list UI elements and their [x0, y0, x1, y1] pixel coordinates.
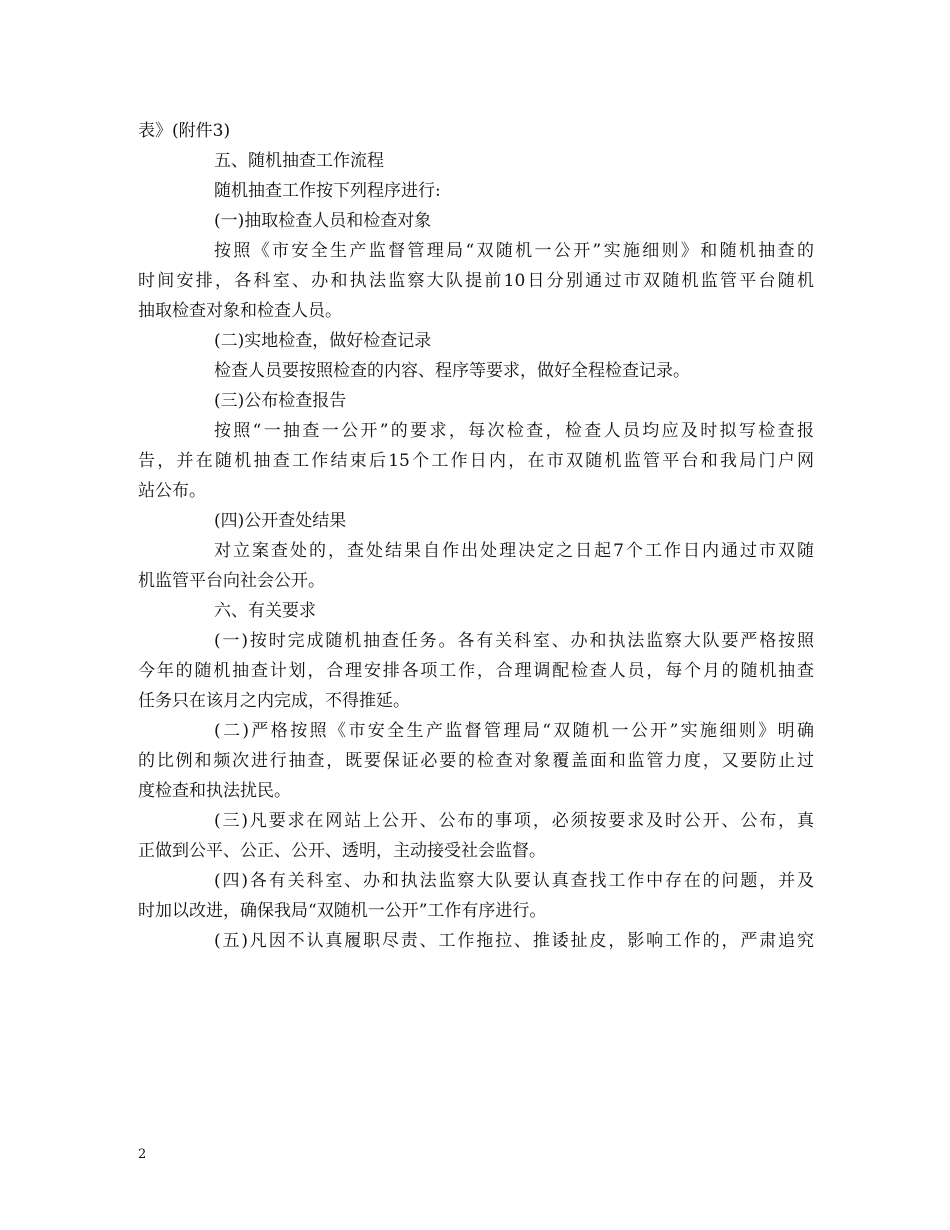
- subsection-heading: (二)实地检查，做好检查记录: [214, 331, 432, 351]
- text-line: (五)凡因不认真履职尽责、工作拖拉、推诿扯皮，影响工作的，严肃追究: [214, 931, 814, 951]
- text-line: 随机抽查工作按下列程序进行:: [214, 181, 441, 201]
- text-line: 度检查和执法扰民。: [138, 781, 291, 801]
- text-line: 时加以改进，确保我局“双随机一公开”工作有序进行。: [138, 901, 547, 921]
- text-line: (四)各有关科室、办和执法监察大队要认真查找工作中存在的问题，并及: [214, 871, 814, 891]
- text-line: 告，并在随机抽查工作结束后15个工作日内，在市双随机监管平台和我局门户网: [138, 451, 814, 471]
- text-line: (一)按时完成随机抽查任务。各有关科室、办和执法监察大队要严格按照: [214, 631, 814, 651]
- subsection-heading: (三)公布检查报告: [214, 391, 347, 411]
- text-line: 正做到公平、公正、公开、透明，主动接受社会监督。: [138, 841, 546, 861]
- text-line: 今年的随机抽查计划，合理安排各项工作，合理调配检查人员，每个月的随机抽查: [138, 661, 814, 681]
- text-line: 任务只在该月之内完成，不得推延。: [138, 691, 410, 711]
- text-line: 按照《市安全生产监督管理局“双随机一公开”实施细则》和随机抽查的: [214, 241, 814, 261]
- section-heading: 六、有关要求: [214, 601, 316, 621]
- subsection-heading: (一)抽取检查人员和检查对象: [214, 211, 432, 231]
- text-line: (三)凡要求在网站上公开、公布的事项，必须按要求及时公开、公布，真: [214, 811, 814, 831]
- text-line: 检查人员要按照检查的内容、程序等要求，做好全程检查记录。: [214, 361, 690, 381]
- text-line: 对立案查处的，查处结果自作出处理决定之日起7个工作日内通过市双随: [214, 541, 814, 561]
- text-line: 按照“一抽查一公开”的要求，每次检查，检查人员均应及时拟写检查报: [214, 421, 814, 441]
- section-heading: 五、随机抽查工作流程: [214, 151, 384, 171]
- text-line: 机监管平台向社会公开。: [138, 571, 325, 591]
- document-body: [138, 116, 814, 956]
- text-line: 的比例和频次进行抽查，既要保证必要的检查对象覆盖面和监管力度，又要防止过: [138, 751, 814, 771]
- text-line: 时间安排，各科室、办和执法监察大队提前10日分别通过市双随机监管平台随机: [138, 271, 814, 291]
- text-line: 站公布。: [138, 481, 206, 501]
- subsection-heading: (四)公开查处结果: [214, 511, 347, 531]
- text-line: (二)严格按照《市安全生产监督管理局“双随机一公开”实施细则》明确: [214, 721, 814, 741]
- text-line: 抽取检查对象和检查人员。: [138, 301, 342, 321]
- page-number: 2: [138, 1147, 147, 1162]
- text-line: 表》(附件3): [138, 121, 231, 141]
